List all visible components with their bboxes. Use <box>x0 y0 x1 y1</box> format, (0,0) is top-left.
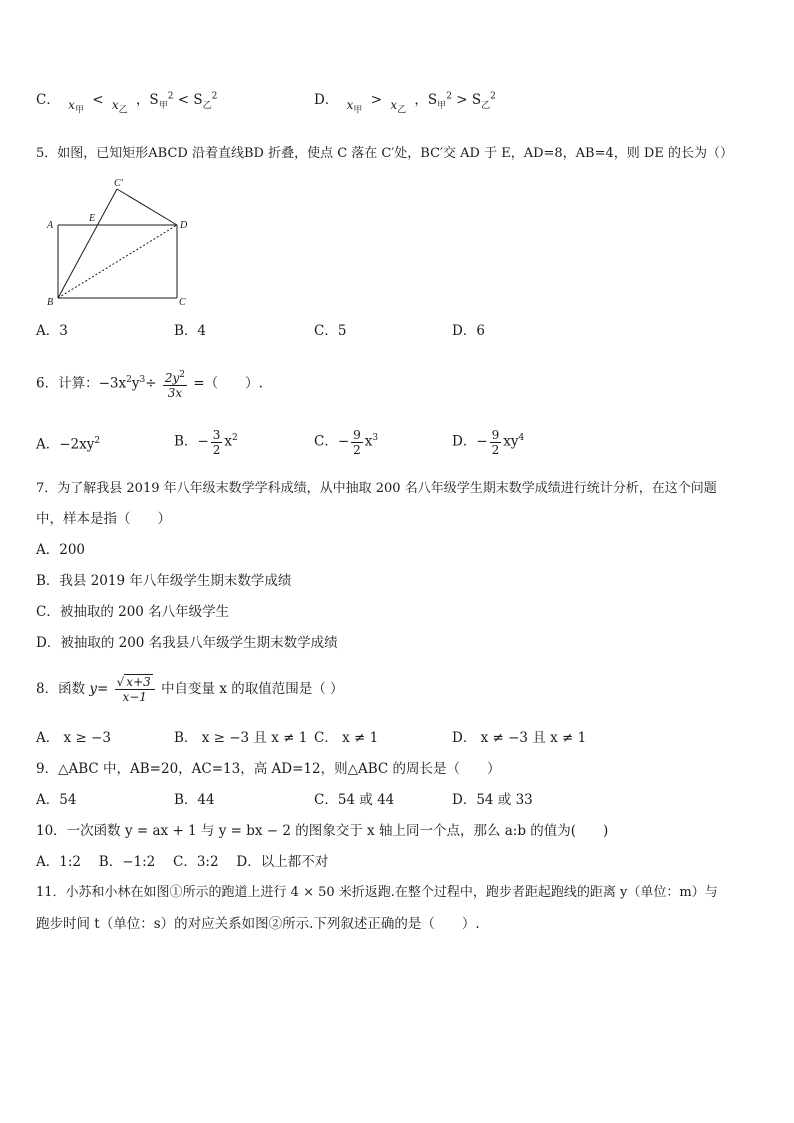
q4-option-c: C． $x_甲$ < $x_乙$ ，$S_甲^2 < S_乙^2$ <box>36 91 218 116</box>
label-d: D <box>180 220 188 231</box>
q7-stem-line2: 中，样本是指（ ） <box>36 511 171 527</box>
q4-option-d: D． $x_甲$ > $x_乙$ ，$S_甲^2 > S_乙^2$ <box>314 91 496 116</box>
label-c-prime: C′ <box>114 178 123 189</box>
q11-stem-line2: 跑步时间 t（单位：s）的对应关系如图②所示.下列叙述正确的是（ ）. <box>36 916 480 932</box>
q5-option-c: C．5 <box>314 323 347 339</box>
q9-stem: 9．△ABC 中，AB=20，AC=13，高 AD=12，则△ABC 的周长是（ ） <box>36 761 501 777</box>
q7-option-c: C．被抽取的 200 名八年级学生 <box>36 604 230 620</box>
label-c: C <box>179 297 186 308</box>
label-b: B <box>47 297 54 308</box>
segment-bd-dotted <box>58 225 177 298</box>
q7-option-d: D．被抽取的 200 名我县八年级学生期末数学成绩 <box>36 635 338 651</box>
q9-option-d: D．54 或 33 <box>452 792 533 808</box>
label-a: A <box>47 220 54 231</box>
q9-option-c: C．54 或 44 <box>314 792 395 808</box>
q6-stem: 6．计算：$-3x^2y^3\div$ $\frac{2y^2}{3x}$ =（ ）. <box>36 370 263 400</box>
q7-option-a: A．200 <box>36 542 86 558</box>
q8-option-b: B． x ≥ −3 且 x ≠ 1 <box>174 730 308 746</box>
q7-option-b: B．我县 2019 年八年级学生期末数学成绩 <box>36 573 292 589</box>
q8-option-d: D． x ≠ −3 且 x ≠ 1 <box>452 730 587 746</box>
q5-option-d: D．6 <box>452 323 485 339</box>
q6-option-d: D．− $\frac{9}{2}$ $xy^4$ <box>452 427 525 457</box>
q5-option-b: B．4 <box>174 323 207 339</box>
q10-options: A．1:2 B．−1:2 C．3:2 D．以上都不对 <box>36 854 329 870</box>
q5-option-a: A．3 <box>36 323 68 339</box>
q8-stem: 8．函数 y= $\frac{√ x+3}{x-1}$ 中自变量 x 的取值范围是（ ） <box>36 675 344 704</box>
q6-option-c: C．− $\frac{9}{2}$ $x^3$ <box>314 427 379 457</box>
q5-stem: 5．如图，已知矩形ABCD 沿着直线BD 折叠，使点 C 落在 C′处，BC′交 AD 于 E，AD=8，AB=4，则 DE 的长为（） <box>36 146 733 161</box>
q5-rectangle-fold-figure <box>44 172 204 308</box>
q9-option-a: A．54 <box>36 792 77 808</box>
q9-option-b: B．44 <box>174 792 215 808</box>
q6-option-b: B．− $\frac{3}{2}$ $x^2$ <box>174 427 238 457</box>
q6-option-a: A．$-2xy^2$ <box>36 436 101 453</box>
q11-stem-line1: 11．小苏和小林在如图①所示的跑道上进行 4 × 50 米折返跑.在整个过程中，跑步者距起跑线的距离 y（单位：m）与 <box>36 885 718 900</box>
q7-stem-line1: 7．为了解我县 2019 年八年级末数学学科成绩，从中抽取 200 名八年级学生期末数学成绩进行统计分析，在这个问题 <box>36 481 717 496</box>
label-e: E <box>89 213 96 224</box>
segment-bc-prime <box>58 189 117 298</box>
segment-c-prime-d <box>117 189 177 225</box>
q8-option-a: A． x ≥ −3 <box>36 730 111 746</box>
q8-option-c: C． x ≠ 1 <box>314 730 379 746</box>
q10-stem: 10．一次函数 y = ax + 1 与 y = bx − 2 的图象交于 x 轴上同一个点，那么 a:b 的值为( ) <box>36 823 609 839</box>
